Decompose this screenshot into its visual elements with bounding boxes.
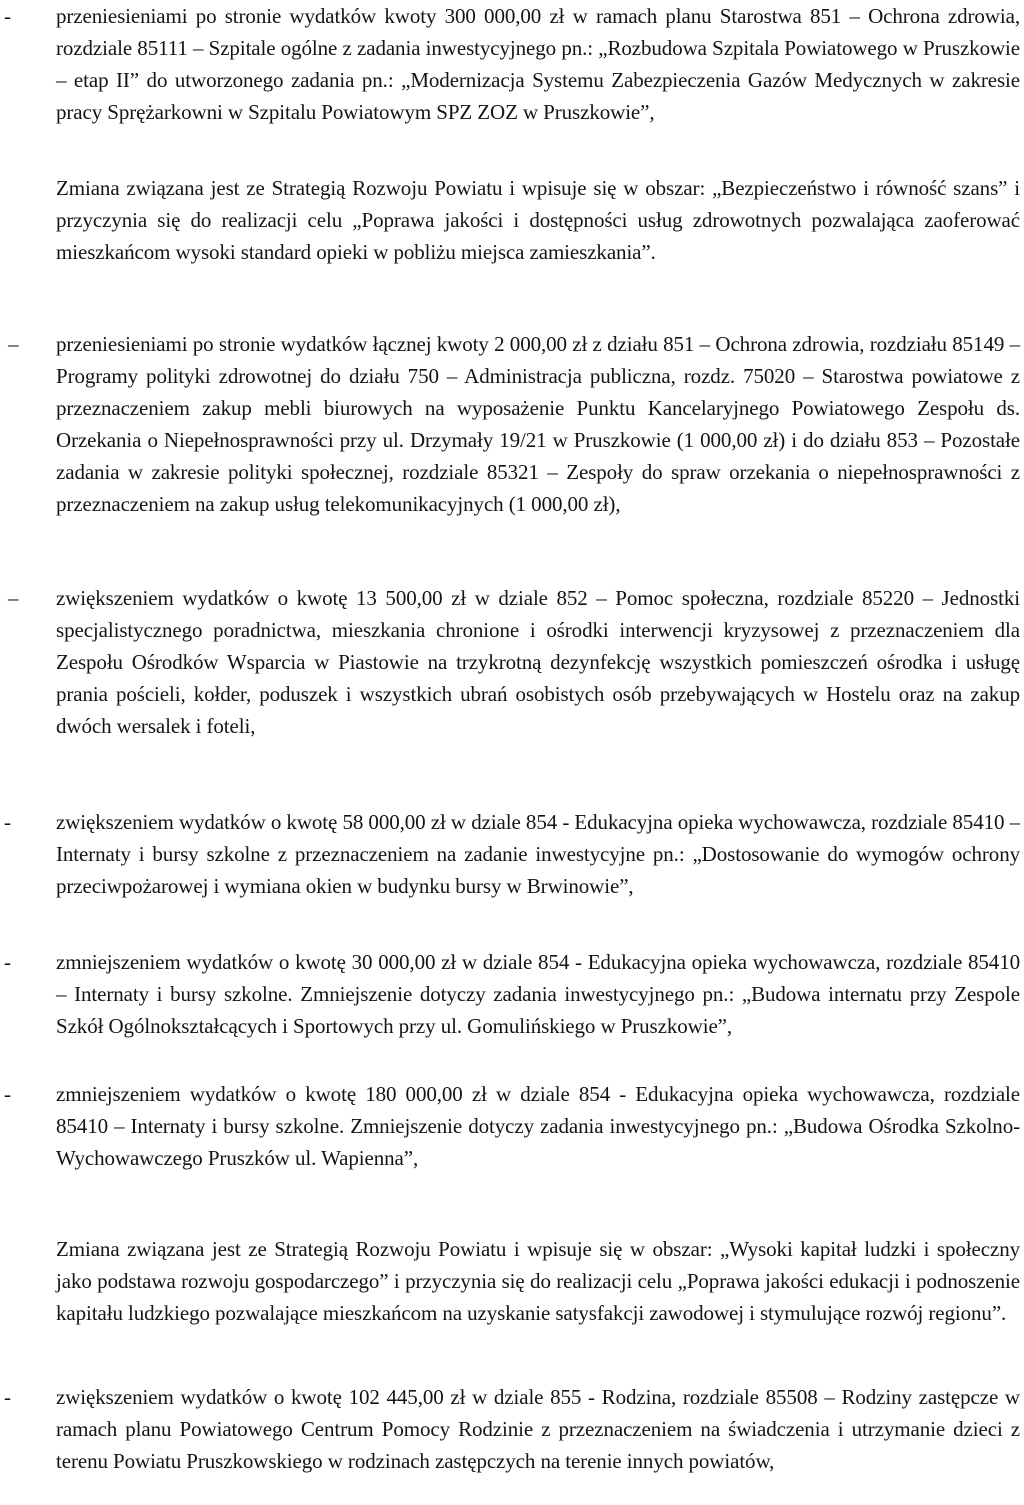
list-marker: -: [4, 1082, 11, 1106]
list-item-text: zwiększeniem wydatków o kwotę 58 000,00 zł w dziale 854 - Edukacyjna opieka wychowawcza, rozdziale 85410 – Internaty i bursy szkolne z przeznaczeniem na zadanie inwestycyjne pn.: „Dostosowanie do wymogów ochrony przeciwpożarowej i wymiana okien w budynku bursy w Brwinowie”,: [56, 810, 1020, 898]
list-item-text: zwiększeniem wydatków o kwotę 13 500,00 zł w dziale 852 – Pomoc społeczna, rozdziale 85220 – Jednostki specjalistycznego poradnictwa, mieszkania chronione i ośrodki interwencji kryzysowej z przeznaczeniem dla Zespołu Ośrodków Wsparcia w Piastowie na trzykrotną dezynfekcję wszystkich pomieszczeń ośrodka i usługę prania pościeli, kołder, poduszek i wszystkich ubrań osobistych osób przebywających w Hostelu oraz na zakup dwóch wersalek i foteli,: [56, 586, 1020, 738]
paragraph-text: Zmiana związana jest ze Strategią Rozwoju Powiatu i wpisuje się w obszar: „Bezpieczeństwo i równość szans” i przyczynia się do realizacji celu „Poprawa jakości i dostępności usług zdrowotnych pozwalająca zaoferować mieszkańcom wysoki standard opieki w pobliżu miejsca zamieszkania”.: [56, 176, 1020, 264]
list-marker: -: [4, 950, 11, 974]
list-marker: -: [4, 4, 11, 28]
list-item-text: zmniejszeniem wydatków o kwotę 180 000,00 zł w dziale 854 - Edukacyjna opieka wychowawcza, rozdziale 85410 – Internaty i bursy szkolne. Zmniejszenie dotyczy zadania inwestycyjnego pn.: „Budowa Ośrodka Szkolno-Wychowawczego Pruszków ul. Wapienna”,: [56, 1082, 1020, 1170]
list-item-text: zwiększeniem wydatków o kwotę 102 445,00 zł w dziale 855 - Rodzina, rozdziale 85508 – Rodziny zastępcze w ramach planu Powiatowego Centrum Pomocy Rodzinie z przeznaczeniem na świadczenia i utrzymanie dzieci z terenu Powiatu Pruszkowskiego w rodzinach zastępczych na terenie innych powiatów,: [56, 1385, 1020, 1473]
list-item-text: zmniejszeniem wydatków o kwotę 30 000,00 zł w dziale 854 - Edukacyjna opieka wychowawcza, rozdziale 85410 – Internaty i bursy szkolne. Zmniejszenie dotyczy zadania inwestycyjnego pn.: „Budowa internatu przy Zespole Szkół Ogólnokształcących i Sportowych przy ul. Gomulińskiego w Pruszkowie”,: [56, 950, 1020, 1038]
list-marker: -: [4, 1385, 11, 1409]
list-marker: –: [8, 586, 19, 610]
list-marker: -: [4, 810, 11, 834]
list-marker: –: [8, 332, 19, 356]
list-item-text: przeniesieniami po stronie wydatków kwoty 300 000,00 zł w ramach planu Starostwa 851 – Ochrona zdrowia, rozdziale 85111 – Szpitale ogólne z zadania inwestycyjnego pn.: „Rozbudowa Szpitala Powiatowego w Pruszkowie – etap II” do utworzonego zadania pn.: „Modernizacja Systemu Zabezpieczenia Gazów Medycznych w zakresie pracy Sprężarkowni w Szpitalu Powiatowym SPZ ZOZ w Pruszkowie”,: [56, 4, 1020, 124]
paragraph-text: Zmiana związana jest ze Strategią Rozwoju Powiatu i wpisuje się w obszar: „Wysoki kapitał ludzki i społeczny jako podstawa rozwoju gospodarczego” i przyczynia się do realizacji celu „Poprawa jakości edukacji i podnoszenie kapitału ludzkiego pozwalające mieszkańcom na uzyskanie satysfakcji zawodowej i stymulujące rozwój regionu”.: [56, 1237, 1020, 1325]
list-item-text: przeniesieniami po stronie wydatków łącznej kwoty 2 000,00 zł z działu 851 – Ochrona zdrowia, rozdziału 85149 – Programy polityki zdrowotnej do działu 750 – Administracja publiczna, rozdz. 75020 – Starostwa powiatowe z przeznaczeniem zakup mebli biurowych na wyposażenie Punktu Kancelaryjnego Powiatowego Zespołu ds. Orzekania o Niepełnosprawności przy ul. Drzymały 19/21 w Pruszkowie (1 000,00 zł) i do działu 853 – Pozostałe zadania w zakresie polityki społecznej, rozdziale 85321 – Zespoły do spraw orzekania o niepełnosprawności z przeznaczeniem na zakup usług telekomunikacyjnych (1 000,00 zł),: [56, 332, 1020, 516]
